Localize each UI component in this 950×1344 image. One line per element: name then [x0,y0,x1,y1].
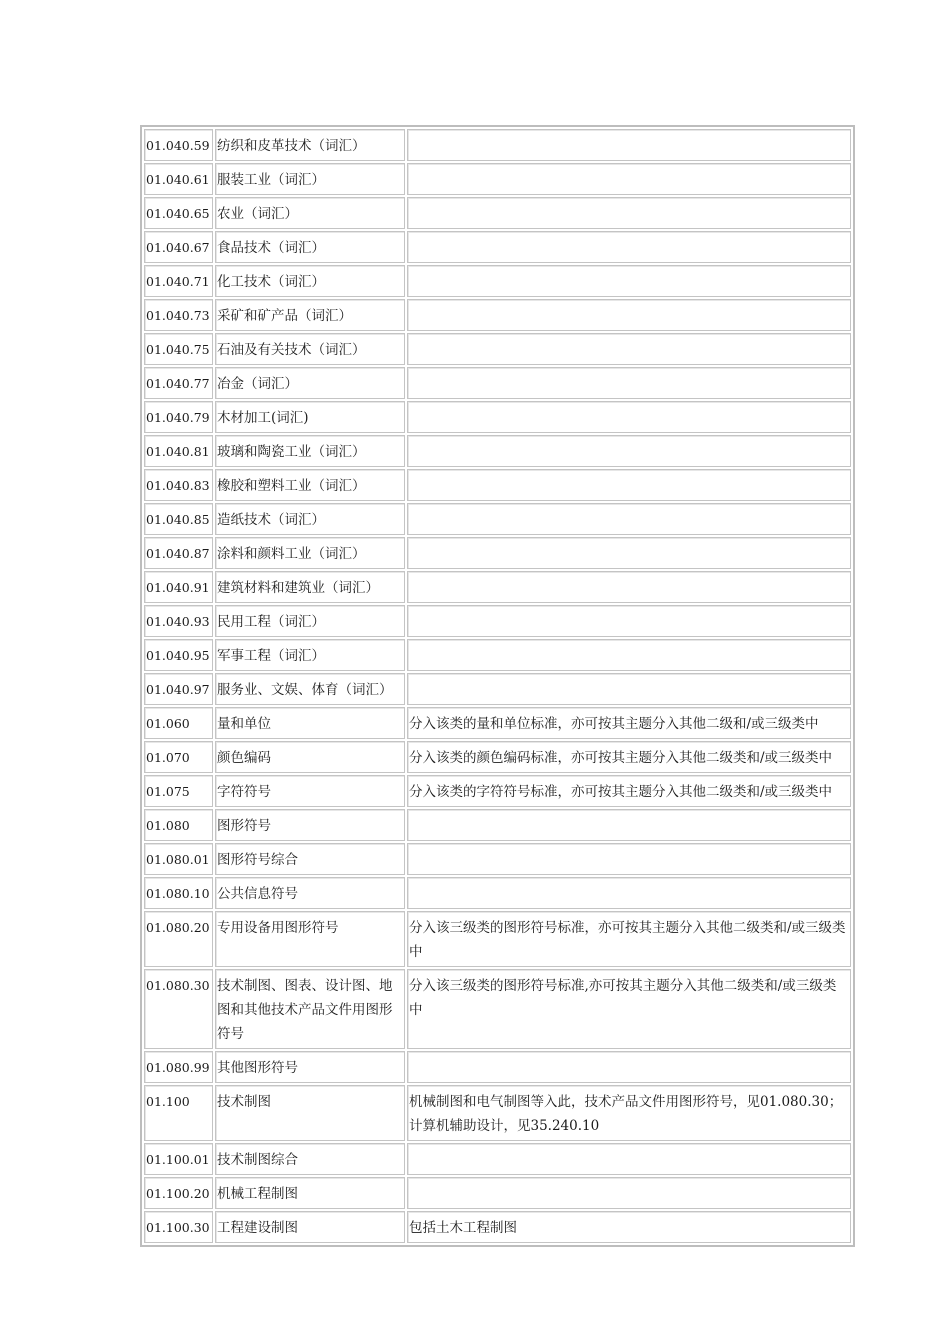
row-name: 技术制图综合 [215,1143,405,1175]
row-name: 技术制图 [215,1085,405,1141]
row-note [407,367,851,399]
row-note [407,231,851,263]
row-code: 01.080.10 [144,877,213,909]
row-code: 01.040.97 [144,673,213,705]
row-name: 化工技术（词汇） [215,265,405,297]
classification-table-body [144,129,851,1243]
row-code: 01.040.65 [144,197,213,229]
row-note [407,1051,851,1083]
row-name: 图形符号 [215,809,405,841]
table-row [144,367,851,399]
row-name: 服务业、文娱、体育（词汇） [215,673,405,705]
row-note [407,537,851,569]
table-row [144,163,851,195]
row-code: 01.040.95 [144,639,213,671]
row-note [407,503,851,535]
row-code: 01.070 [144,741,213,773]
row-note [407,333,851,365]
table-row [144,707,851,739]
table-row [144,911,851,967]
row-code: 01.040.75 [144,333,213,365]
table-row [144,605,851,637]
row-note: 分入该三级类的图形符号标准，亦可按其主题分入其他二级类和/或三级类中 [407,911,851,967]
row-code: 01.100.30 [144,1211,213,1243]
row-code: 01.040.93 [144,605,213,637]
table-row [144,969,851,1049]
row-note: 分入该类的量和单位标准，亦可按其主题分入其他二级和/或三级类中 [407,707,851,739]
row-name: 纺织和皮革技术（词汇） [215,129,405,161]
row-code: 01.040.83 [144,469,213,501]
row-name: 字符符号 [215,775,405,807]
row-note [407,1177,851,1209]
row-note [407,435,851,467]
row-note [407,129,851,161]
row-name: 图形符号综合 [215,843,405,875]
row-code: 01.100.20 [144,1177,213,1209]
table-row [144,197,851,229]
table-row [144,1177,851,1209]
row-name: 食品技术（词汇） [215,231,405,263]
table-row [144,775,851,807]
table-row [144,401,851,433]
table-row [144,673,851,705]
row-name: 颜色编码 [215,741,405,773]
row-code: 01.080.01 [144,843,213,875]
table-row [144,1085,851,1141]
row-name: 造纸技术（词汇） [215,503,405,535]
row-name: 建筑材料和建筑业（词汇） [215,571,405,603]
row-code: 01.040.61 [144,163,213,195]
row-code: 01.040.79 [144,401,213,433]
table-row [144,435,851,467]
row-name: 其他图形符号 [215,1051,405,1083]
row-note [407,877,851,909]
table-row [144,571,851,603]
row-code: 01.040.71 [144,265,213,297]
row-name: 农业（词汇） [215,197,405,229]
row-note [407,469,851,501]
row-note [407,673,851,705]
table-row [144,877,851,909]
row-note: 分入该三级类的图形符号标准,亦可按其主题分入其他二级类和/或三级类中 [407,969,851,1049]
row-note [407,605,851,637]
table-row [144,843,851,875]
row-code: 01.080.99 [144,1051,213,1083]
row-name: 涂料和颜料工业（词汇） [215,537,405,569]
row-name: 技术制图、图表、设计图、地图和其他技术产品文件用图形符号 [215,969,405,1049]
row-code: 01.040.77 [144,367,213,399]
row-note: 分入该类的颜色编码标准，亦可按其主题分入其他二级类和/或三级类中 [407,741,851,773]
row-code: 01.040.91 [144,571,213,603]
row-name: 木材加工(词汇) [215,401,405,433]
row-name: 服装工业（词汇） [215,163,405,195]
row-note [407,197,851,229]
row-name: 石油及有关技术（词汇） [215,333,405,365]
row-name: 机械工程制图 [215,1177,405,1209]
row-note [407,265,851,297]
table-row [144,1051,851,1083]
row-code: 01.040.73 [144,299,213,331]
row-name: 专用设备用图形符号 [215,911,405,967]
row-note: 分入该类的字符符号标准，亦可按其主题分入其他二级类和/或三级类中 [407,775,851,807]
table-row [144,741,851,773]
row-code: 01.040.81 [144,435,213,467]
row-code: 01.080 [144,809,213,841]
table-row [144,129,851,161]
row-code: 01.100.01 [144,1143,213,1175]
row-name: 军事工程（词汇） [215,639,405,671]
table-row [144,1143,851,1175]
row-note [407,639,851,671]
table-row [144,639,851,671]
row-name: 冶金（词汇） [215,367,405,399]
row-name: 民用工程（词汇） [215,605,405,637]
table-row [144,265,851,297]
row-note [407,809,851,841]
row-code: 01.100 [144,1085,213,1141]
row-name: 玻璃和陶瓷工业（词汇） [215,435,405,467]
table-row [144,299,851,331]
row-note: 包括土木工程制图 [407,1211,851,1243]
row-name: 量和单位 [215,707,405,739]
table-row [144,231,851,263]
row-code: 01.080.30 [144,969,213,1049]
row-note [407,843,851,875]
row-code: 01.075 [144,775,213,807]
row-code: 01.040.59 [144,129,213,161]
row-name: 橡胶和塑料工业（词汇） [215,469,405,501]
table-row [144,1211,851,1243]
table-row [144,503,851,535]
classification-table [140,125,855,1247]
table-row [144,537,851,569]
row-name: 公共信息符号 [215,877,405,909]
row-name: 采矿和矿产品（词汇） [215,299,405,331]
row-name: 工程建设制图 [215,1211,405,1243]
row-note [407,1143,851,1175]
table-row [144,809,851,841]
row-code: 01.040.85 [144,503,213,535]
row-note [407,571,851,603]
row-note [407,163,851,195]
row-code: 01.080.20 [144,911,213,967]
row-note [407,401,851,433]
row-note: 机械制图和电气制图等入此，技术产品文件用图形符号，见01.080.30；计算机辅助设计，见35.240.10 [407,1085,851,1141]
table-row [144,333,851,365]
row-code: 01.040.67 [144,231,213,263]
table-row [144,469,851,501]
row-code: 01.060 [144,707,213,739]
row-note [407,299,851,331]
row-code: 01.040.87 [144,537,213,569]
